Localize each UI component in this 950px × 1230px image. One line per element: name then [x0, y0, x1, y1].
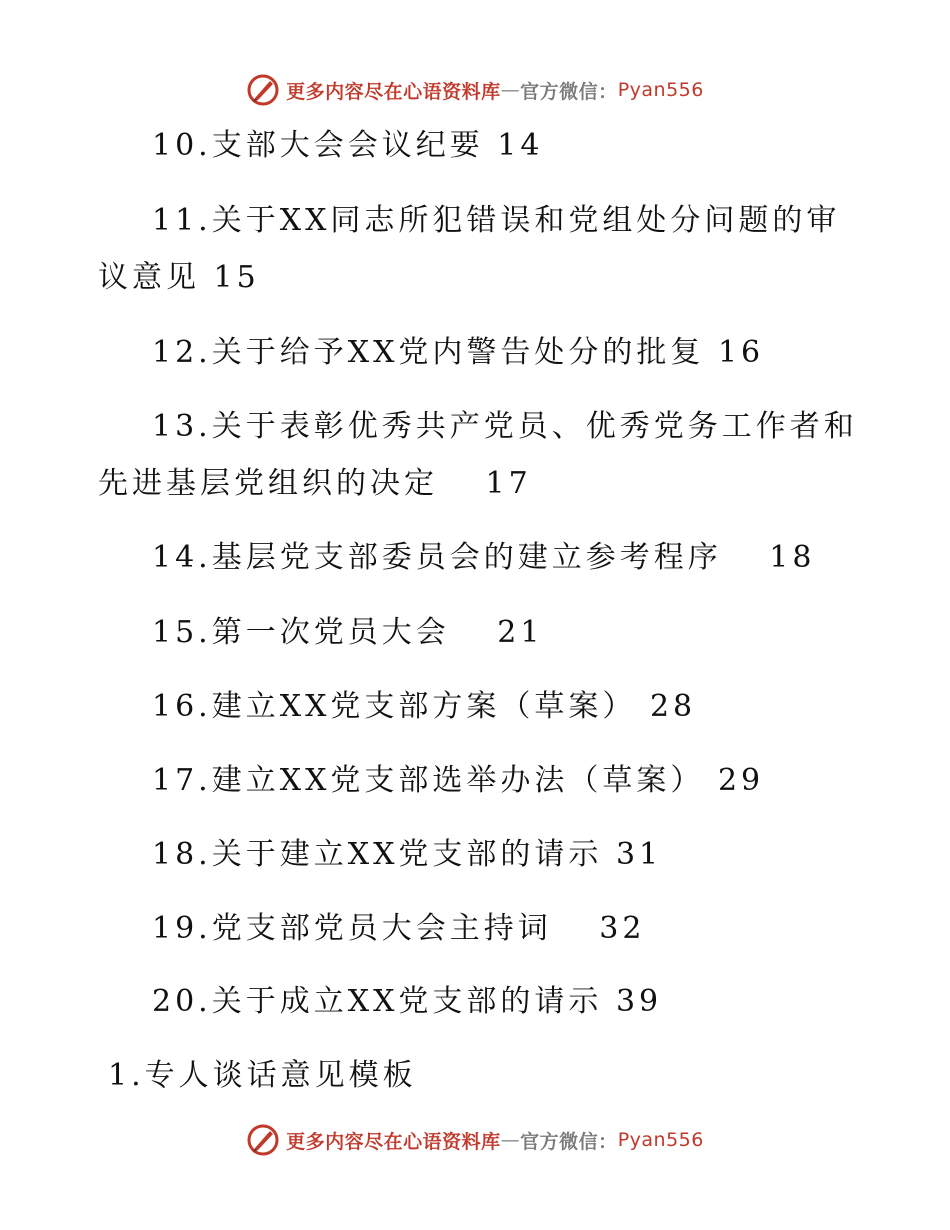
toc-entry-13-cont: 先进基层党组织的决定 17 — [98, 466, 532, 501]
section-heading: 1.专人谈话意见模板 — [108, 1058, 417, 1093]
watermark-dash: — — [500, 1129, 521, 1151]
footer-watermark — [0, 1120, 950, 1160]
watermark-main-text: 更多内容尽在心语资料库 — [286, 80, 501, 103]
feather-pen-circle-logo — [246, 73, 280, 107]
watermark-secondary-text: 官方微信： — [520, 80, 618, 103]
toc-entry-18: 18.关于建立XX党支部的请示 31 — [152, 837, 663, 872]
toc-entry-17: 17.建立XX党支部选举办法（草案） 29 — [152, 763, 765, 798]
toc-entry-16: 16.建立XX党支部方案（草案） 28 — [152, 689, 697, 724]
feather-pen-circle-logo — [246, 1123, 280, 1157]
watermark-secondary-text: 官方微信： — [520, 1130, 618, 1153]
toc-entry-20: 20.关于成立XX党支部的请示 39 — [152, 984, 663, 1019]
toc-entry-11-cont: 议意见 15 — [98, 260, 260, 295]
toc-entry-15: 15.第一次党员大会 21 — [152, 615, 544, 650]
toc-entry-11: 11.关于XX同志所犯错误和党组处分问题的审 — [152, 203, 841, 238]
toc-entry-10: 10.支部大会会议纪要 14 — [152, 128, 544, 163]
toc-entry-19: 19.党支部党员大会主持词 32 — [152, 911, 646, 946]
toc-entry-12: 12.关于给予XX党内警告处分的批复 16 — [152, 335, 765, 370]
watermark-account: Pyan556 — [617, 1129, 704, 1151]
watermark-main-text: 更多内容尽在心语资料库 — [286, 1130, 501, 1153]
watermark-account: Pyan556 — [617, 79, 704, 101]
toc-entry-14: 14.基层党支部委员会的建立参考程序 18 — [152, 540, 816, 575]
toc-entry-13: 13.关于表彰优秀共产党员、优秀党务工作者和 — [152, 409, 858, 444]
header-watermark — [0, 70, 950, 110]
watermark-dash: — — [500, 79, 521, 101]
